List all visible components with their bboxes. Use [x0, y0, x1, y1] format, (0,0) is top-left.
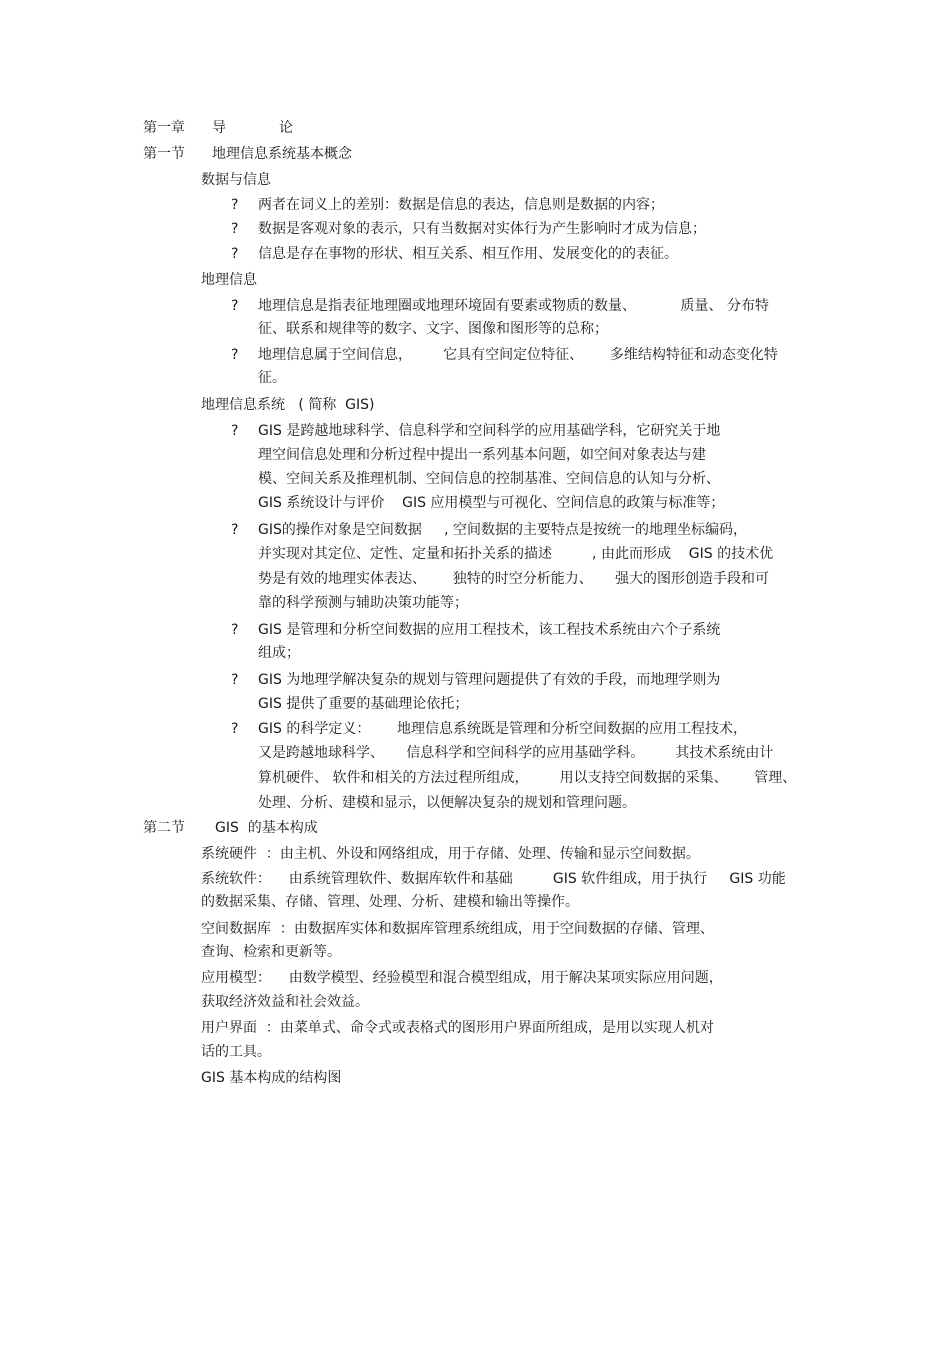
chapter-label: 第一章 [143, 120, 185, 136]
geo-info-item1-line2: 征、联系和规律等的数字、文字、图像和图形等的总称； [258, 321, 608, 337]
gis-item4-line2: GIS 提供了重要的基础理论依托； [258, 696, 469, 712]
bullet-icon: ? [231, 197, 239, 213]
gis-item5-line3: 算机硬件、 软件和相关的方法过程所组成， 用以支持空间数据的采集、 管理、 [258, 770, 797, 786]
gis-item4-line1: GIS 为地理学解决复杂的规划与管理问题提供了有效的手段，而地理学则为 [258, 672, 721, 688]
bullet-icon: ? [231, 721, 239, 737]
para-software-line1: 系统软件： 由系统管理软件、数据库软件和基础 GIS 软件组成，用于执行 GIS 功能 [201, 871, 786, 887]
bullet-icon: ? [231, 672, 239, 688]
gis-item5-line4: 处理、分析、建模和显示，以便解决复杂的规划和管理问题。 [258, 795, 636, 811]
section2-title: GIS 的基本构成 [215, 820, 318, 836]
bullet-icon: ? [231, 522, 239, 538]
gis-item3-line2: 组成； [258, 645, 300, 661]
gis-item1-line3: 模、空间关系及推理机制、空间信息的控制基准、空间信息的认知与分析、 [258, 471, 720, 487]
para-database-line2: 查询、检索和更新等。 [201, 944, 341, 960]
gis-item1-line4: GIS 系统设计与评价 GIS 应用模型与可视化、空间信息的政策与标准等； [258, 495, 725, 511]
para-model-line1: 应用模型： 由数学模型、经验模型和混合模型组成，用于解决某项实际应用问题， [201, 970, 723, 986]
chapter-title-part2: 论 [279, 120, 293, 136]
gis-item1-line1: GIS 是跨越地球科学、信息科学和空间科学的应用基础学科，它研究关于地 [258, 423, 721, 439]
chapter-title-part1: 导 [212, 120, 226, 136]
section1-label: 第一节 [143, 146, 185, 162]
gis-item5-line1: GIS 的科学定义： 地理信息系统既是管理和分析空间数据的应用工程技术， [258, 721, 748, 737]
gis-item5-line2: 又是跨越地球科学、 信息科学和空间科学的应用基础学科。 其技术系统由计 [258, 745, 774, 761]
gis-item2-line3: 势是有效的地理实体表达、 独特的时空分析能力、 强大的图形创造手段和可 [258, 571, 769, 587]
data-info-item1-line1: 两者在词义上的差别：数据是信息的表达，信息则是数据的内容； [258, 197, 664, 213]
section2-label: 第二节 [143, 820, 185, 836]
gis-item2-line2: 并实现对其定位、定性、定量和拓扑关系的描述 , 由此而形成 GIS 的技术优 [258, 546, 774, 562]
bullet-icon: ? [231, 221, 239, 237]
para-hardware-line1: 系统硬件 ：由主机、外设和网络组成，用于存储、处理、传输和显示空间数据。 [201, 846, 700, 862]
subheading-gis: 地理信息系统 ( 简称 GIS) [201, 397, 375, 413]
bullet-icon: ? [231, 622, 239, 638]
gis-item3-line1: GIS 是管理和分析空间数据的应用工程技术，该工程技术系统由六个子系统 [258, 622, 721, 638]
geo-info-item2-line2: 征。 [258, 370, 286, 386]
bullet-icon: ? [231, 423, 239, 439]
gis-item1-line2: 理空间信息处理和分析过程中提出一系列基本问题，如空间对象表达与建 [258, 447, 706, 463]
para-structure-diagram-caption: GIS 基本构成的结构图 [201, 1070, 342, 1086]
data-info-item3-line1: 信息是存在事物的形状、相互关系、相互作用、发展变化的的表征。 [258, 246, 678, 262]
para-ui-line1: 用户界面 ：由菜单式、命令式或表格式的图形用户界面所组成，是用以实现人机对 [201, 1020, 714, 1036]
bullet-icon: ? [231, 298, 239, 314]
bullet-icon: ? [231, 347, 239, 363]
bullet-icon: ? [231, 246, 239, 262]
para-ui-line2: 话的工具。 [201, 1044, 271, 1060]
subheading-geo-info: 地理信息 [201, 272, 257, 288]
gis-item2-line1: GIS的操作对象是空间数据 , 空间数据的主要特点是按统一的地理坐标编码， [258, 522, 748, 538]
gis-item2-line4: 靠的科学预测与辅助决策功能等； [258, 595, 468, 611]
data-info-item2-line1: 数据是客观对象的表示，只有当数据对实体行为产生影响时才成为信息； [258, 221, 706, 237]
para-database-line1: 空间数据库 ：由数据库实体和数据库管理系统组成，用于空间数据的存储、管理、 [201, 921, 714, 937]
para-model-line2: 获取经济效益和社会效益。 [201, 994, 369, 1010]
geo-info-item1-line1: 地理信息是指表征地理圈或地理环境固有要素或物质的数量、 质量、 分布特 [258, 298, 769, 314]
para-software-line2: 的数据采集、存储、管理、处理、分析、建模和输出等操作。 [201, 894, 579, 910]
section1-title: 地理信息系统基本概念 [212, 146, 352, 162]
subheading-data-info: 数据与信息 [201, 172, 271, 188]
geo-info-item2-line1: 地理信息属于空间信息， 它具有空间定位特征、 多维结构特征和动态变化特 [258, 347, 778, 363]
